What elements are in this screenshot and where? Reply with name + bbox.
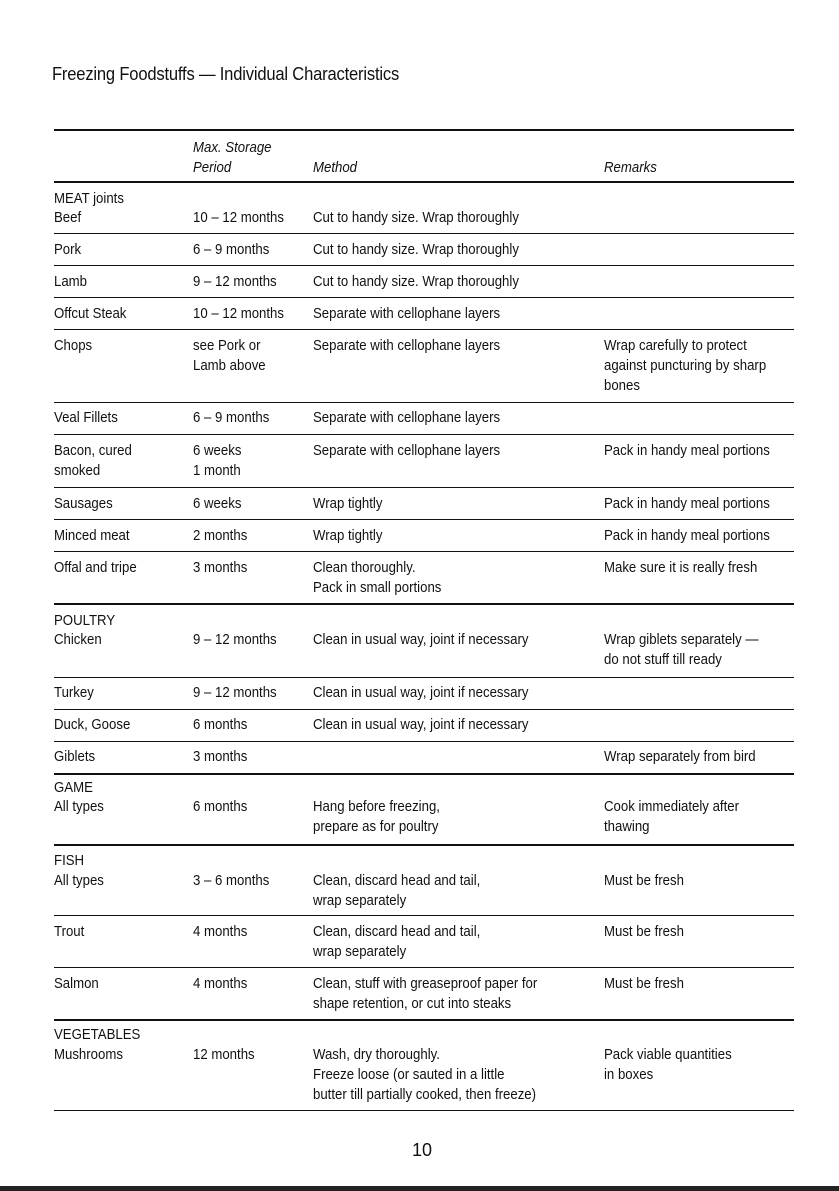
storage-period: 9 – 12 months [193,631,277,648]
item-name: Salmon [54,975,99,992]
method-text: Cut to handy size. Wrap thoroughly [313,241,519,258]
row-divider [54,677,794,678]
method-text: Separate with cellophane layers [313,305,501,322]
storage-period: 9 – 12 months [193,273,277,290]
item-name: Duck, Goose [54,716,131,733]
item-name: Offal and tripe [54,559,137,576]
row-divider [54,487,794,488]
section-rule [54,1019,794,1021]
method-text: Clean in usual way, joint if necessary [313,716,529,733]
remarks-text: Must be fresh [604,872,684,889]
row-divider [54,233,794,234]
item-name: Minced meat [54,527,130,544]
method-text: Wrap tightly [313,495,383,512]
row-divider [54,967,794,968]
storage-period: 6 – 9 months [193,241,270,258]
storage-period: see Pork or Lamb above [193,337,266,374]
method-text: Cut to handy size. Wrap thoroughly [313,273,519,290]
method-text: Clean in usual way, joint if necessary [313,684,529,701]
section-rule [54,603,794,605]
item-name: Beef [54,209,82,226]
header-storage: Max. Storage Period [193,139,272,176]
storage-period: 4 months [193,923,248,940]
storage-period: 3 – 6 months [193,872,270,889]
item-name: Chops [54,337,93,354]
table-top-rule [54,129,794,131]
item-name: Turkey [54,684,94,701]
header-method: Method [313,159,358,176]
item-name: All types [54,872,104,889]
method-text: Hang before freezing, prepare as for poultry [313,798,440,835]
storage-period: 3 months [193,748,248,765]
row-divider [54,297,794,298]
remarks-text: Pack viable quantities in boxes [604,1046,732,1083]
row-divider [54,265,794,266]
page-title: Freezing Foodstuffs — Individual Characteristics [52,64,400,84]
row-divider [54,709,794,710]
item-name: Pork [54,241,82,258]
item-name: Lamb [54,273,88,290]
header-bottom-rule [54,181,794,183]
item-name: Trout [54,923,85,940]
row-divider [54,741,794,742]
item-name: Sausages [54,495,113,512]
section-rule [54,844,794,846]
storage-period: 6 months [193,716,248,733]
scan-edge [0,1186,839,1191]
method-text: Separate with cellophane layers [313,337,501,354]
item-name: Offcut Steak [54,305,127,322]
storage-period: 12 months [193,1046,255,1063]
method-text: Separate with cellophane layers [313,442,501,459]
method-text: Clean in usual way, joint if necessary [313,631,529,648]
row-divider [54,551,794,552]
method-text: Wash, dry thoroughly. Freeze loose (or sauted in a little butter till partially cooked, then freeze) [313,1046,537,1103]
method-text: Clean, stuff with greaseproof paper for shape retention, or cut into steaks [313,975,538,1012]
item-name: Chicken [54,631,102,648]
storage-period: 3 months [193,559,248,576]
remarks-text: Must be fresh [604,923,684,940]
storage-period: 4 months [193,975,248,992]
table-bottom-rule [54,1110,794,1111]
row-divider [54,402,794,403]
remarks-text: Make sure it is really fresh [604,559,758,576]
storage-period: 6 weeks 1 month [193,442,242,479]
section-fish: FISH [54,852,85,869]
remarks-text: Cook immediately after thawing [604,798,739,835]
item-name: All types [54,798,104,815]
section-rule [54,773,794,775]
storage-period: 10 – 12 months [193,305,284,322]
remarks-text: Wrap carefully to protect against puncturing by sharp bones [604,337,767,394]
row-divider [54,915,794,916]
remarks-text: Pack in handy meal portions [604,527,770,544]
header-remarks: Remarks [604,159,657,176]
remarks-text: Wrap giblets separately — do not stuff till ready [604,631,759,668]
storage-period: 2 months [193,527,248,544]
storage-period: 6 – 9 months [193,409,270,426]
item-name: Bacon, cured smoked [54,442,132,479]
method-text: Clean, discard head and tail, wrap separately [313,923,481,960]
method-text: Wrap tightly [313,527,383,544]
remarks-text: Pack in handy meal portions [604,442,770,459]
section-meat: MEAT joints [54,190,124,207]
page-number: 10 [412,1140,433,1160]
storage-period: 9 – 12 months [193,684,277,701]
item-name: Mushrooms [54,1046,123,1063]
method-text: Cut to handy size. Wrap thoroughly [313,209,519,226]
method-text: Clean, discard head and tail, wrap separately [313,872,481,909]
item-name: Veal Fillets [54,409,118,426]
remarks-text: Must be fresh [604,975,684,992]
row-divider [54,434,794,435]
method-text: Separate with cellophane layers [313,409,501,426]
section-game: GAME [54,779,93,796]
storage-period: 10 – 12 months [193,209,284,226]
section-poultry: POULTRY [54,612,116,629]
row-divider [54,519,794,520]
storage-period: 6 months [193,798,248,815]
remarks-text: Pack in handy meal portions [604,495,770,512]
section-vegetables: VEGETABLES [54,1026,141,1043]
item-name: Giblets [54,748,96,765]
storage-period: 6 weeks [193,495,242,512]
method-text: Clean thoroughly. Pack in small portions [313,559,442,596]
row-divider [54,329,794,330]
remarks-text: Wrap separately from bird [604,748,756,765]
